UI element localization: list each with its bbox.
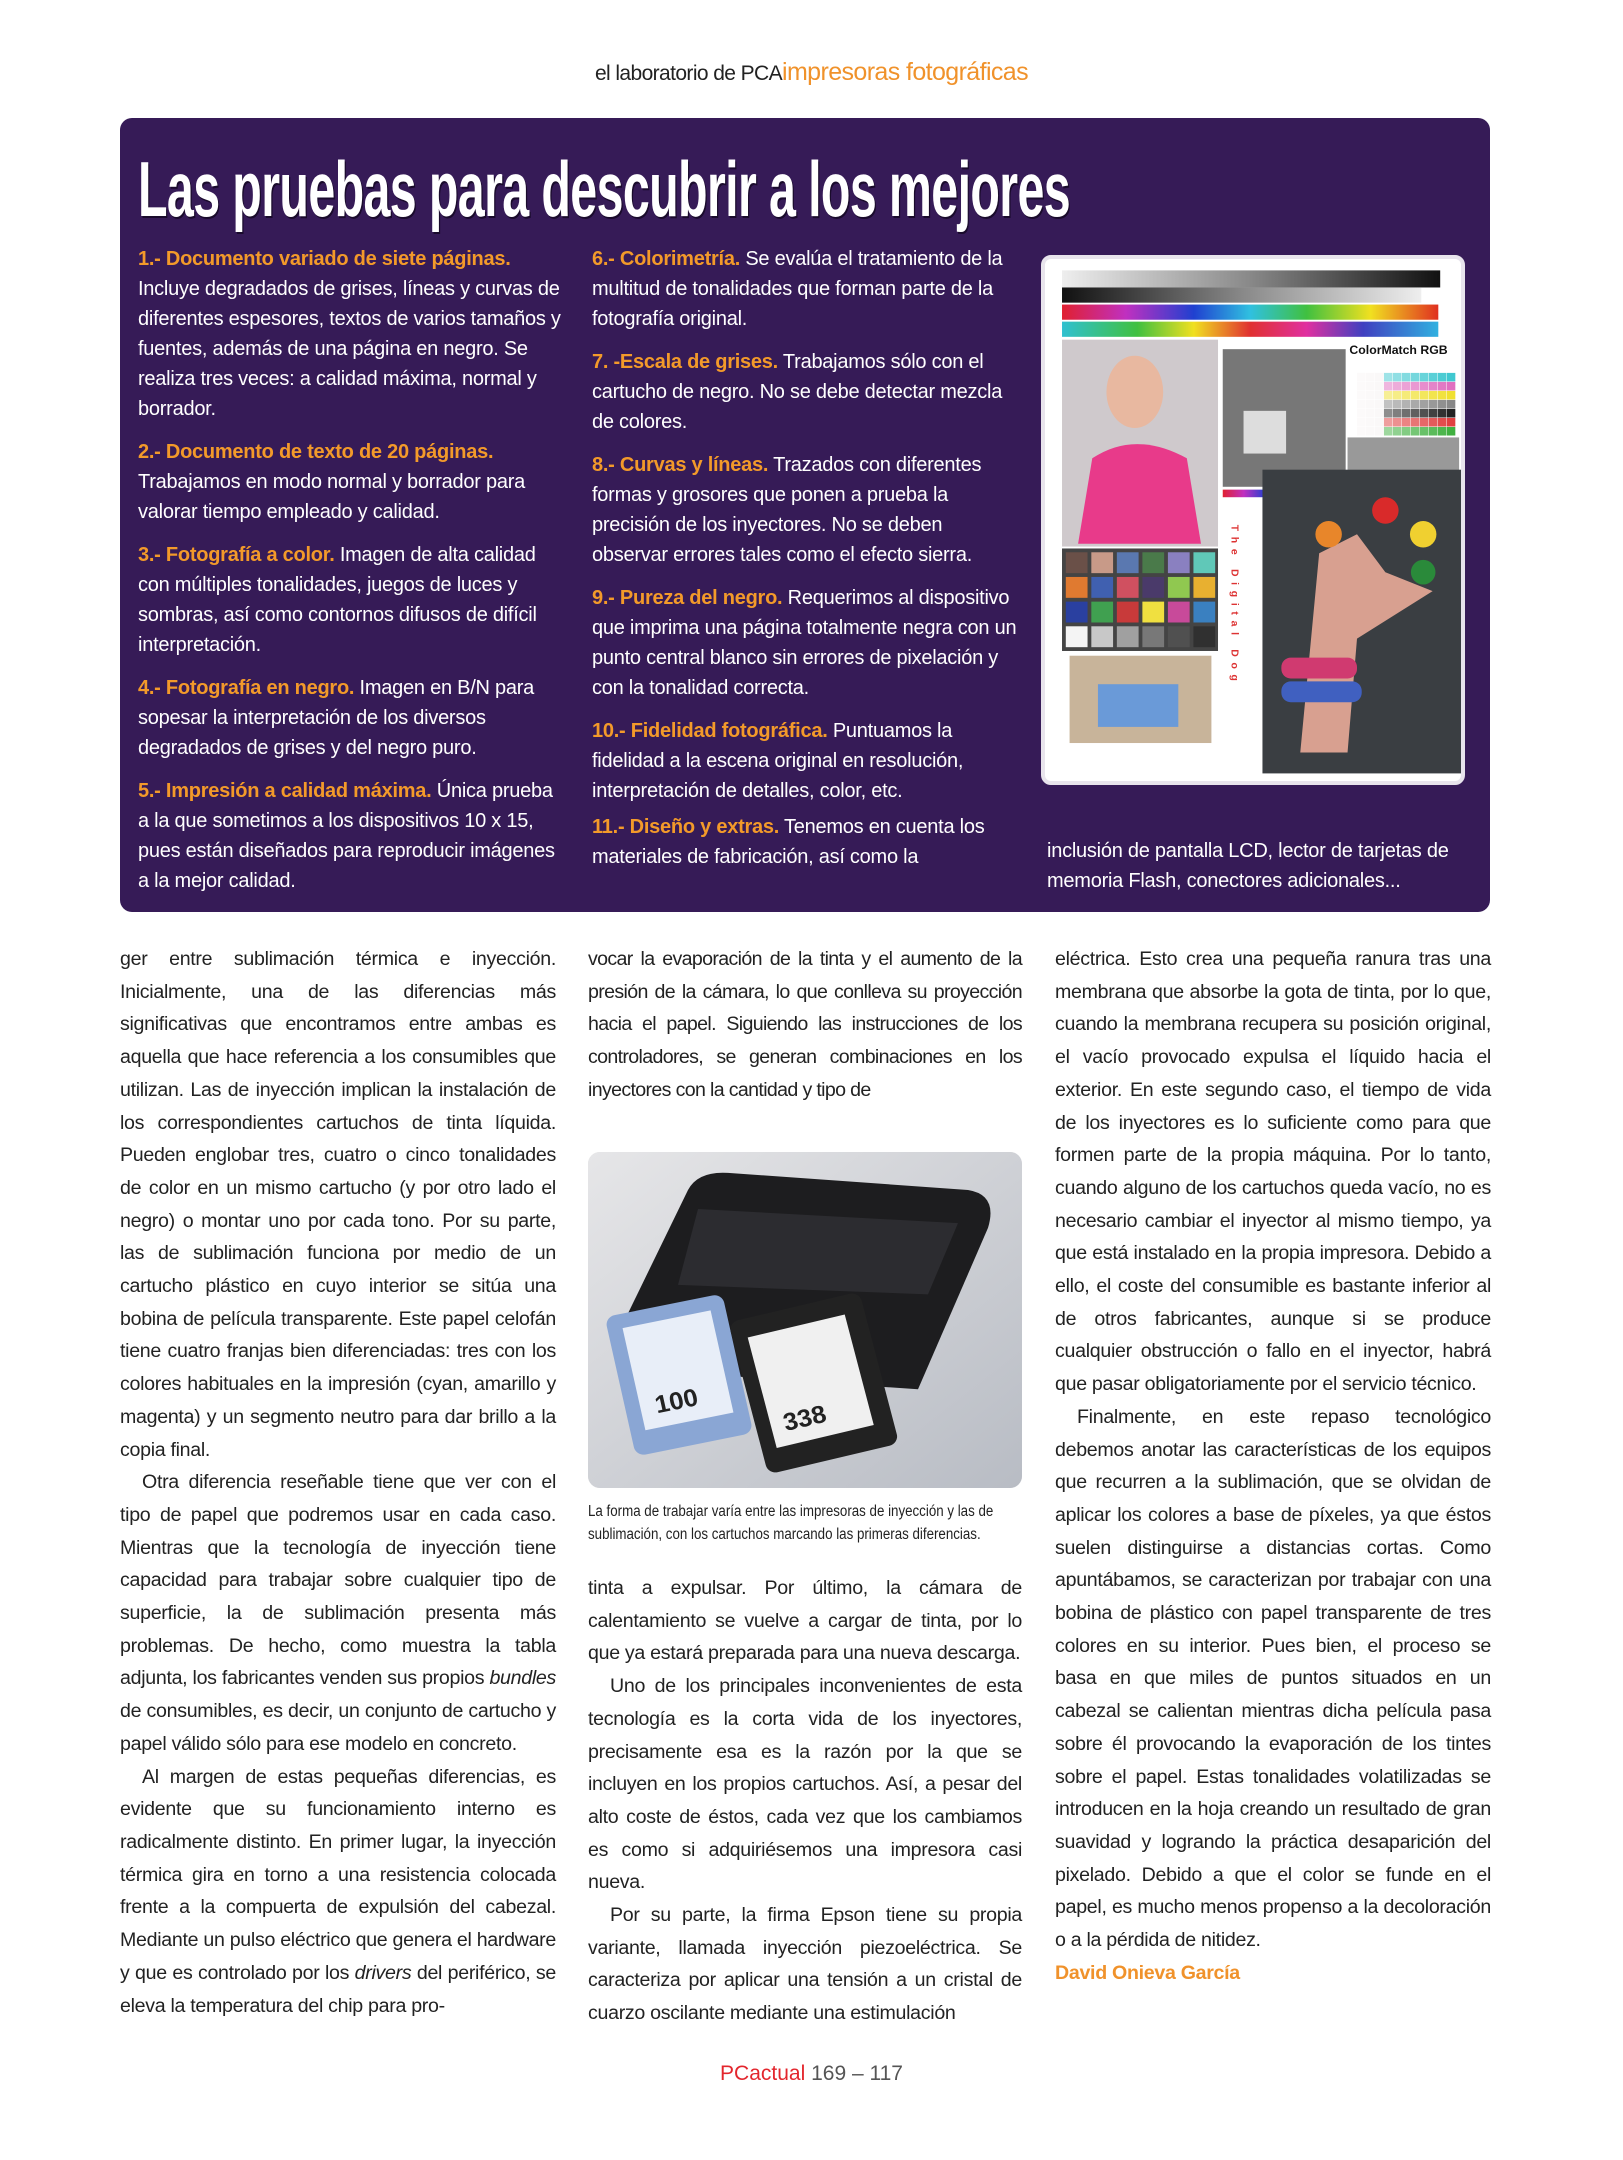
colormatch-cell xyxy=(1429,418,1438,427)
tests-column-1 xyxy=(138,244,568,909)
colormatch-cell xyxy=(1375,382,1384,391)
colormatch-cell xyxy=(1411,427,1420,436)
color-patch xyxy=(1091,552,1113,573)
colormatch-cell xyxy=(1384,400,1393,409)
colormatch-cell xyxy=(1384,427,1393,436)
color-patch xyxy=(1117,602,1139,623)
test-item: 4.- Fotografía en negro. Imagen en B/N para sopesar la interpretación de los diversos degradados de grises y del negro puro. xyxy=(138,677,535,759)
color-patch xyxy=(1091,626,1113,647)
colormatch-cell xyxy=(1393,391,1402,400)
colormatch-cell xyxy=(1357,427,1366,436)
colormatch-cell xyxy=(1357,382,1366,391)
color-patch xyxy=(1066,577,1088,598)
color-patch xyxy=(1168,577,1190,598)
colormatch-cell xyxy=(1438,418,1447,427)
colormatch-cell xyxy=(1447,400,1456,409)
colormatch-cell xyxy=(1447,427,1456,436)
cartridges-photo xyxy=(588,1152,1022,1488)
color-patch xyxy=(1117,552,1139,573)
colormatch-cell xyxy=(1429,409,1438,418)
colormatch-cell xyxy=(1366,427,1375,436)
colormatch-cell xyxy=(1393,373,1402,382)
colormatch-cell xyxy=(1375,427,1384,436)
color-patch xyxy=(1066,552,1088,573)
magazine-name: PCactual xyxy=(720,2062,806,2085)
paragraph: Uno de los principales inconvenientes de esta tecnología es la corta vida de los inyectores, precisamente esa es la razón por la que se incluyen en los propios cartuchos. Así, a pesar del alto coste de éstos, cada vez que los cambiamos es como si adquiriésemos una impresora casi nueva. xyxy=(588,1675,1022,1894)
colormatch-cell xyxy=(1429,400,1438,409)
colormatch-cell xyxy=(1402,418,1411,427)
colormatch-cell xyxy=(1375,400,1384,409)
article-column-3 xyxy=(1055,943,1491,1990)
colormatch-cell xyxy=(1393,427,1402,436)
colormatch-cell xyxy=(1366,382,1375,391)
colormatch-cell xyxy=(1357,418,1366,427)
color-patch xyxy=(1142,577,1164,598)
test-item: 6.- Colorimetría. Se evalúa el tratamiento de la multitud de tonalidades que forman parte de la fotografía original. xyxy=(592,248,1003,330)
colormatch-cell xyxy=(1411,382,1420,391)
colormatch-cell xyxy=(1402,382,1411,391)
paragraph: tinta a expulsar. Por último, la cámara de calentamiento se vuelve a cargar de tinta, por lo que ya estará preparada para una nueva descarga. xyxy=(588,1577,1022,1665)
color-patch xyxy=(1091,602,1113,623)
colormatch-label: ColorMatch RGB xyxy=(1349,342,1448,357)
color-patch xyxy=(1066,602,1088,623)
colormatch-cell xyxy=(1411,400,1420,409)
colormatch-cell xyxy=(1402,373,1411,382)
colormatch-cell xyxy=(1393,382,1402,391)
colormatch-cell xyxy=(1366,400,1375,409)
colormatch-cell xyxy=(1384,391,1393,400)
test-chart-image xyxy=(1041,255,1465,785)
colormatch-cell xyxy=(1420,409,1429,418)
colormatch-cell xyxy=(1375,373,1384,382)
test-item: 10.- Fidelidad fotográfica. Puntuamos la fidelidad a la escena original en resolución, interpretación de detalles, color, etc. xyxy=(592,720,964,802)
box-continuation: inclusión de pantalla LCD, lector de tarjetas de memoria Flash, conectores adicionales... xyxy=(1047,840,1449,892)
article-column-2-top xyxy=(588,943,1022,1107)
colormatch-cell xyxy=(1447,373,1456,382)
colormatch-cell xyxy=(1384,373,1393,382)
color-patch xyxy=(1117,626,1139,647)
color-patch xyxy=(1193,626,1215,647)
colormatch-cell xyxy=(1402,391,1411,400)
colormatch-cell xyxy=(1384,418,1393,427)
paragraph: Finalmente, en este repaso tecnológico debemos anotar las características de los equipos que recurren a la sublimación, que se olvidan de aplicar los colores a base de píxeles, ya que éstos suelen distinguirse a distancias cortas. Como apuntábamos, se caracterizan por trabajar con una bobina de plástico con papel transparente de tres colores en su interior. Pues bien, el proceso se basa en que miles de puntos situados en un cabezal se calientan mientras dicha película pasa sobre él provocando la evaporación de los tintes sobre el papel. Estas tonalidades volatilizadas se introducen en la hoja creando un resultado de gran suavidad y logrando la práctica desaparición del pixelado. Debido a que el color se funde en el papel, es mucho menos propenso a la decoloración o a la pérdida de nitidez. xyxy=(1055,1405,1491,1952)
paragraph: Otra diferencia reseñable tiene que ver con el tipo de papel que podremos usar en cada caso. Mientras que la tecnología de inyección tiene capacidad para trabajar sobre cualquier tipo de superficie, la de sublimación presenta más problemas. De hecho, como muestra la tabla adjunta, los fabricantes venden sus propios bundles de consumibles, es decir, un conjunto de cartucho y papel válido sólo para ese modelo en concreto. xyxy=(120,1471,556,1755)
author-byline: David Onieva García xyxy=(1055,1961,1240,1984)
colormatch-cell xyxy=(1384,409,1393,418)
running-header xyxy=(0,58,1623,87)
colormatch-cell xyxy=(1357,391,1366,400)
colormatch-cell xyxy=(1438,382,1447,391)
cartridge-label-100: 100 xyxy=(652,1383,701,1420)
test-item: 3.- Fotografía a color. Imagen de alta calidad con múltiples tonalidades, juegos de luces y sombras, así como contornos difusos de difícil interpretación. xyxy=(138,544,537,656)
digital-dog-label: The Digital Dog xyxy=(1228,524,1240,687)
color-patch xyxy=(1193,602,1215,623)
colormatch-cell xyxy=(1429,391,1438,400)
color-patch xyxy=(1193,552,1215,573)
colormatch-cell xyxy=(1447,418,1456,427)
cartridge-label-338: 338 xyxy=(780,1400,830,1437)
colormatch-cell xyxy=(1429,382,1438,391)
colormatch-cell xyxy=(1366,418,1375,427)
colormatch-cell xyxy=(1375,391,1384,400)
colormatch-cell xyxy=(1420,418,1429,427)
paragraph: Por su parte, la firma Epson tiene su propia variante, llamada inyección piezoeléctrica. Se caracteriza por aplicar una tensión a un cristal de cuarzo oscilante mediante una estimulación xyxy=(588,1904,1022,2025)
colormatch-cell xyxy=(1411,409,1420,418)
colormatch-cell xyxy=(1375,418,1384,427)
color-patch xyxy=(1117,577,1139,598)
colormatch-cell xyxy=(1375,409,1384,418)
colormatch-cell xyxy=(1438,409,1447,418)
photo-caption: La forma de trabajar varía entre las impresoras de inyección y las de sublimación, con los cartuchos marcando las primeras diferencias. xyxy=(588,1503,994,1543)
paragraph: eléctrica. Esto crea una pequeña ranura tras una membrana que absorbe la gota de tinta, por lo que, cuando la membrana recupera su posición original, el vacío provocado expulsa el líquido hacia el exterior. En este segundo caso, el tiempo de vida de los inyectores es lo suficiente como para que formen parte de la propia máquina. Por lo tanto, cuando alguno de los cartuchos queda vacío, no es necesario cambiar el inyector al mismo tiempo, ya que está instalado en la propia impresora. Debido a ello, el coste del consumible es bastante inferior al de otros fabricantes, aunque si se produce cualquier obstrucción o fallo en el inyector, habrá que pasar obligatoriamente por el servicio técnico. xyxy=(1055,948,1491,1396)
paragraph: Al margen de estas pequeñas diferencias, es evidente que su funcionamiento interno es radicalmente distinto. En primer lugar, la inyección térmica gira en torno a una resistencia colocada frente a la compuerta de expulsión del cabezal. Mediante un pulso eléctrico que genera el hardware y que es controlado por los drivers del periférico, se eleva la temperatura del chip para pro- xyxy=(120,1765,556,2017)
paragraph: ger entre sublimación térmica e inyección. Inicialmente, una de las diferencias más significativas que encontramos entre ambas es aquella que hace referencia a los consumibles que utilizan. Las de inyección implican la instalación de los correspondientes cartuchos de tinta líquida. Pueden englobar tres, cuatro o cinco tonalidades de color en un mismo cartucho (y por otro lado el negro) o montar uno por cada tono. Por su parte, las de sublimación funciona por medio de un cartucho plástico en cuyo interior se sitúa una bobina de película transparente. Este papel celofán tiene cuatro franjas bien diferenciadas: tres con los colores habituales en la impresión (cyan, amarillo y magenta) y un segmento neutro para dar brillo a la copia final. xyxy=(120,948,556,1461)
color-patch xyxy=(1091,577,1113,598)
test-item: 7. -Escala de grises. Trabajamos sólo con el cartucho de negro. No se debe detectar mezcla de colores. xyxy=(592,351,1003,433)
color-patch xyxy=(1193,577,1215,598)
test-item: 8.- Curvas y líneas. Trazados con diferentes formas y grosores que ponen a prueba la precisión de los inyectores. No se deben observar errores tales como el efecto sierra. xyxy=(592,454,982,566)
colormatch-cell xyxy=(1402,409,1411,418)
color-patch xyxy=(1168,626,1190,647)
colormatch-cell xyxy=(1411,391,1420,400)
colormatch-cell xyxy=(1429,427,1438,436)
page-footer xyxy=(0,2062,1623,2086)
colormatch-cell xyxy=(1366,391,1375,400)
color-patch xyxy=(1066,626,1088,647)
colormatch-cell xyxy=(1438,373,1447,382)
colormatch-cell xyxy=(1438,427,1447,436)
colormatch-cell xyxy=(1366,409,1375,418)
header-topic: impresoras fotográficas xyxy=(781,58,1029,86)
color-patch xyxy=(1142,602,1164,623)
colormatch-cell xyxy=(1420,391,1429,400)
colormatch-cell xyxy=(1402,400,1411,409)
colormatch-cell xyxy=(1420,382,1429,391)
colormatch-cell xyxy=(1420,427,1429,436)
color-patch xyxy=(1168,552,1190,573)
color-patch xyxy=(1142,626,1164,647)
test-item: 1.- Documento variado de siete páginas. Incluye degradados de grises, líneas y curvas de diferentes espesores, textos de varios tamaños y fuentes, además de una página en negro. Se realiza tres veces: a calidad máxima, normal y borrador. xyxy=(138,248,561,420)
colormatch-cell xyxy=(1393,400,1402,409)
article-column-1 xyxy=(120,943,556,2022)
test-item: 2.- Documento de texto de 20 páginas. Trabajamos en modo normal y borrador para valorar tiempo empleado y calidad. xyxy=(138,441,525,523)
colormatch-cell xyxy=(1438,400,1447,409)
header-section: el laboratorio de PCA xyxy=(594,62,782,85)
colormatch-cell xyxy=(1384,382,1393,391)
colormatch-cell xyxy=(1447,409,1456,418)
colormatch-cell xyxy=(1393,409,1402,418)
colormatch-cell xyxy=(1447,382,1456,391)
colormatch-cell xyxy=(1357,409,1366,418)
colormatch-cell xyxy=(1411,418,1420,427)
paragraph: vocar la evaporación de la tinta y el aumento de la presión de la cámara, lo que conlleva su proyección hacia el papel. Siguiendo las instrucciones de los controladores, se generan combinaciones en los inyectores con la cantidad y tipo de xyxy=(588,948,1022,1101)
colormatch-cell xyxy=(1411,373,1420,382)
issue-page-number: 169 – 117 xyxy=(805,2062,903,2085)
colormatch-cell xyxy=(1420,373,1429,382)
colormatch-cell xyxy=(1429,373,1438,382)
box-title: Las pruebas para descubrir a los mejores xyxy=(138,145,1071,233)
colormatch-cell xyxy=(1447,391,1456,400)
color-patch xyxy=(1168,602,1190,623)
colormatch-cell xyxy=(1357,400,1366,409)
color-patch xyxy=(1142,552,1164,573)
test-item: 5.- Impresión a calidad máxima. Única prueba a la que sometimos a los dispositivos 10 x 15, pues están diseñados para reproducir imágenes a la mejor calidad. xyxy=(138,780,555,892)
colormatch-cell xyxy=(1402,427,1411,436)
colormatch-cell xyxy=(1357,373,1366,382)
test-item: 11.- Diseño y extras. Tenemos en cuenta los materiales de fabricación, así como la xyxy=(592,816,985,868)
colormatch-cell xyxy=(1438,391,1447,400)
colormatch-cell xyxy=(1420,400,1429,409)
colormatch-cell xyxy=(1366,373,1375,382)
colormatch-cell xyxy=(1393,418,1402,427)
tests-column-2 xyxy=(592,244,1022,885)
article-column-2-bottom xyxy=(588,1572,1022,2030)
tests-sidebar-box xyxy=(120,118,1490,912)
test-item: 9.- Pureza del negro. Requerimos al dispositivo que imprima una página totalmente negra con un punto central blanco sin errores de pixelación y con la tonalidad correcta. xyxy=(592,587,1017,699)
